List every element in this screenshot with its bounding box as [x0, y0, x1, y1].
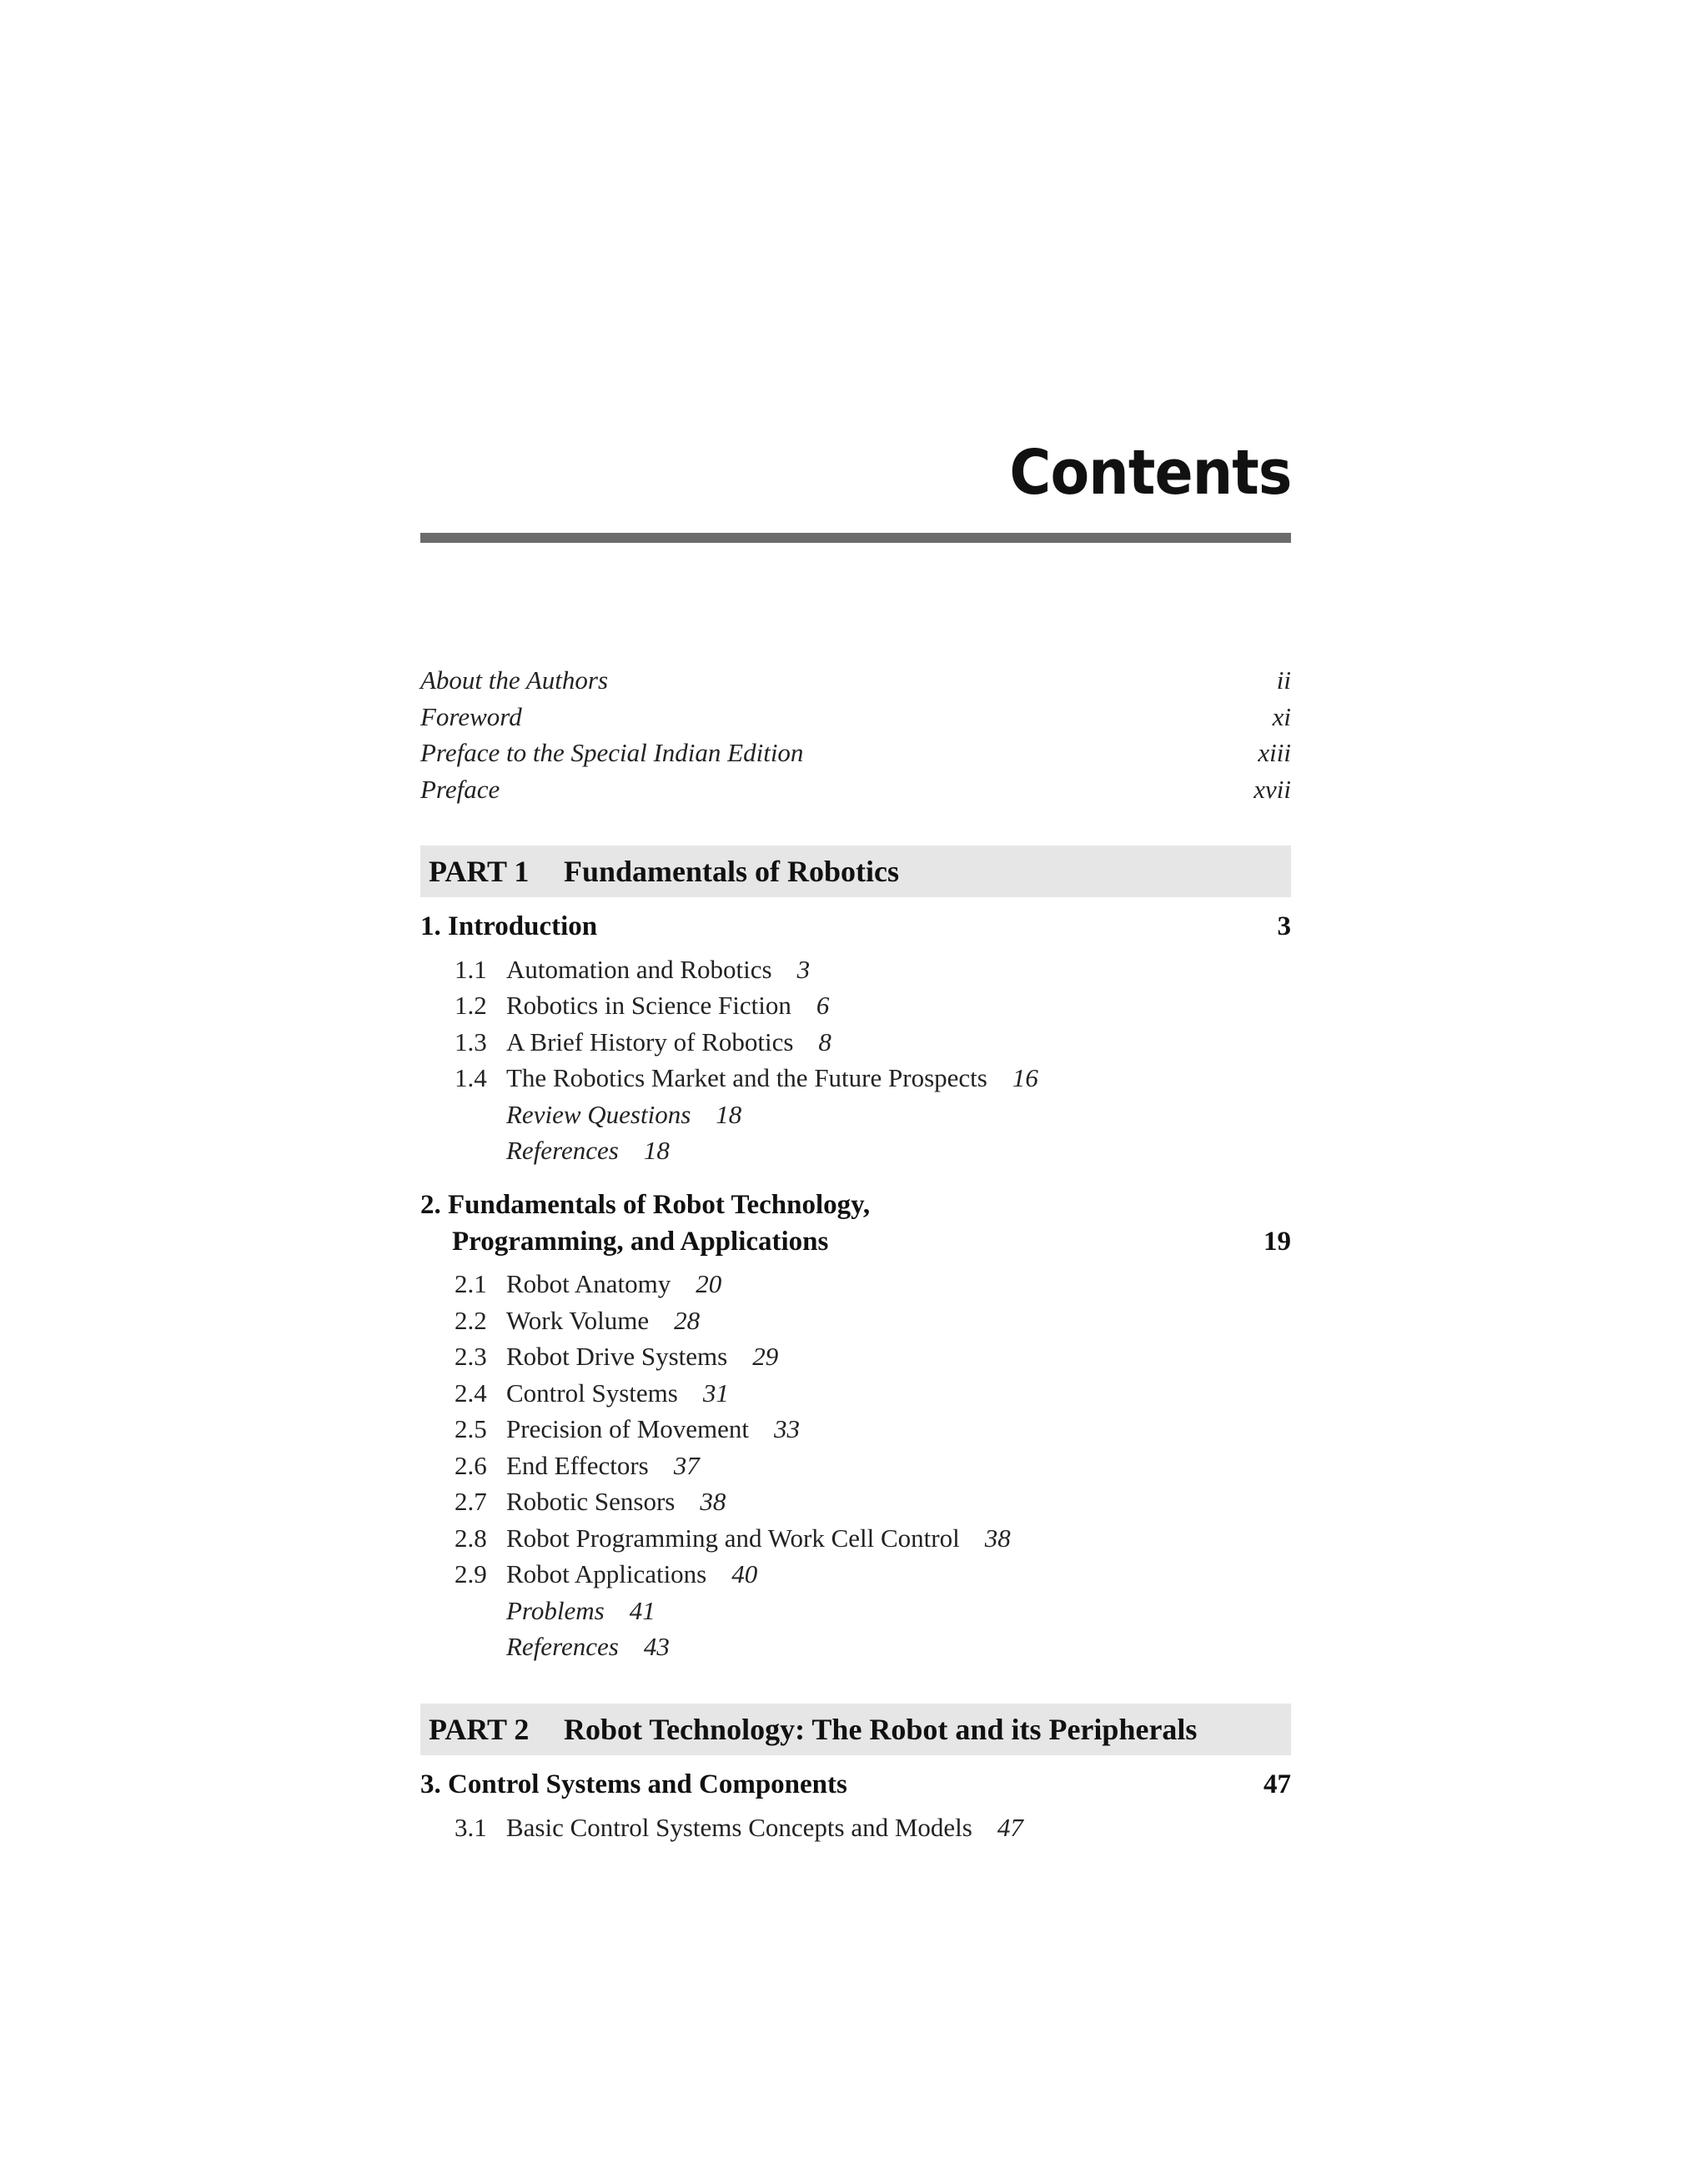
front-matter-title: Foreword: [420, 701, 522, 731]
section-number: 2.3: [455, 1342, 487, 1371]
section-row[interactable]: [420, 1302, 1291, 1339]
section-title: Robotics in Science Fiction: [506, 991, 791, 1020]
chapter-page: 19: [1263, 1226, 1291, 1257]
part-label: PART 2: [429, 1713, 530, 1746]
part-title: Fundamentals of Robotics: [564, 855, 900, 888]
sub-page: 43: [643, 1632, 670, 1661]
section-row[interactable]: [420, 1060, 1291, 1097]
references-row[interactable]: [420, 1132, 1291, 1169]
section-title: The Robotics Market and the Future Prospects: [506, 1063, 987, 1092]
part-1-header: [420, 846, 1291, 897]
chapter-page: 47: [1263, 1769, 1291, 1799]
section-title: Robot Programming and Work Cell Control: [506, 1523, 960, 1553]
chapter-title: 3. Control Systems and Components: [420, 1769, 847, 1799]
section-title: End Effectors: [506, 1450, 649, 1480]
front-matter-row[interactable]: [420, 735, 1291, 771]
chapter-title: 2. Fundamentals of Robot Technology,: [420, 1190, 871, 1220]
section-row[interactable]: [420, 951, 1291, 988]
section-number: 2.5: [455, 1414, 487, 1443]
problems-row[interactable]: [420, 1593, 1291, 1629]
section-title: Robot Drive Systems: [506, 1342, 728, 1371]
section-page: 33: [774, 1414, 801, 1443]
section-number: 1.3: [455, 1026, 487, 1056]
section-title: A Brief History of Robotics: [506, 1026, 794, 1056]
section-number: 3.1: [455, 1812, 487, 1842]
section-number: 2.6: [455, 1450, 487, 1480]
chapter-title-block: [420, 1187, 870, 1260]
front-matter-list: [420, 662, 1291, 807]
chapter-1: [420, 909, 1291, 1169]
section-page: 38: [700, 1487, 726, 1516]
review-questions-row[interactable]: [420, 1097, 1291, 1133]
front-matter-title: About the Authors: [420, 665, 609, 695]
front-matter-page: xiii: [1258, 738, 1291, 767]
section-row[interactable]: [420, 1556, 1291, 1593]
sub-page: 41: [629, 1595, 656, 1625]
front-matter-row[interactable]: [420, 662, 1291, 699]
section-page: 28: [674, 1305, 701, 1335]
section-list: [420, 951, 1291, 1169]
section-page: 47: [997, 1812, 1023, 1842]
section-title: Basic Control Systems Concepts and Models: [506, 1812, 972, 1842]
section-page: 20: [696, 1269, 722, 1298]
sub-title: Problems: [506, 1595, 605, 1625]
section-list: [420, 1266, 1291, 1665]
section-number: 1.4: [455, 1063, 487, 1092]
front-matter-page: xi: [1272, 701, 1291, 731]
section-number: 1.2: [455, 991, 487, 1020]
part-2-header: [420, 1704, 1291, 1755]
chapter-heading[interactable]: [420, 1187, 1291, 1260]
sub-page: 18: [716, 1099, 742, 1129]
section-number: 2.8: [455, 1523, 487, 1553]
section-page: 38: [984, 1523, 1011, 1553]
front-matter-title: Preface: [420, 774, 500, 804]
chapter-heading[interactable]: [420, 1767, 1291, 1804]
section-row[interactable]: [420, 1448, 1291, 1484]
section-page: 6: [816, 991, 830, 1020]
section-number: 2.4: [455, 1378, 487, 1408]
front-matter-row[interactable]: [420, 699, 1291, 735]
sub-title: References: [506, 1136, 619, 1165]
section-row[interactable]: [420, 1809, 1291, 1846]
section-row[interactable]: [420, 1266, 1291, 1302]
section-row[interactable]: [420, 987, 1291, 1024]
section-title: Automation and Robotics: [506, 954, 772, 984]
chapter-heading[interactable]: [420, 909, 1291, 946]
sub-page: 18: [643, 1136, 670, 1165]
section-title: Work Volume: [506, 1305, 650, 1335]
section-page: 37: [673, 1450, 700, 1480]
chapter-page: 3: [1277, 911, 1291, 941]
section-number: 2.2: [455, 1305, 487, 1335]
front-matter-row[interactable]: [420, 771, 1291, 808]
title-rule: [420, 533, 1291, 543]
section-row[interactable]: [420, 1375, 1291, 1412]
section-title: Robotic Sensors: [506, 1487, 676, 1516]
part-title: Robot Technology: The Robot and its Peripherals: [564, 1713, 1198, 1746]
section-page: 31: [702, 1378, 729, 1408]
section-row[interactable]: [420, 1411, 1291, 1448]
section-title: Precision of Movement: [506, 1414, 750, 1443]
chapter-title: 1. Introduction: [420, 911, 598, 941]
section-list: [420, 1809, 1291, 1846]
front-matter-title: Preface to the Special Indian Edition: [420, 738, 804, 767]
section-row[interactable]: [420, 1024, 1291, 1061]
chapter-title-continued: Programming, and Applications: [452, 1226, 829, 1257]
section-page: 8: [818, 1026, 831, 1056]
section-title: Control Systems: [506, 1378, 678, 1408]
references-row[interactable]: [420, 1628, 1291, 1665]
sub-title: Review Questions: [506, 1099, 691, 1129]
section-page: 3: [796, 954, 811, 984]
section-row[interactable]: [420, 1520, 1291, 1557]
sub-title: References: [506, 1632, 619, 1661]
front-matter-page: xvii: [1253, 774, 1291, 804]
section-title: Robot Applications: [506, 1559, 707, 1588]
section-page: 16: [1012, 1063, 1038, 1092]
section-number: 1.1: [455, 954, 487, 984]
section-number: 2.1: [455, 1269, 487, 1298]
section-number: 2.7: [455, 1487, 487, 1516]
chapter-2: [420, 1187, 1291, 1665]
section-number: 2.9: [455, 1559, 487, 1588]
page-title: Contents: [1008, 437, 1291, 509]
front-matter-page: ii: [1276, 665, 1291, 695]
section-page: 29: [752, 1342, 779, 1371]
chapter-3: [420, 1767, 1291, 1845]
part-label: PART 1: [429, 855, 530, 888]
section-page: 40: [731, 1559, 758, 1588]
section-row[interactable]: [420, 1338, 1291, 1375]
section-row[interactable]: [420, 1483, 1291, 1520]
section-title: Robot Anatomy: [506, 1269, 671, 1298]
